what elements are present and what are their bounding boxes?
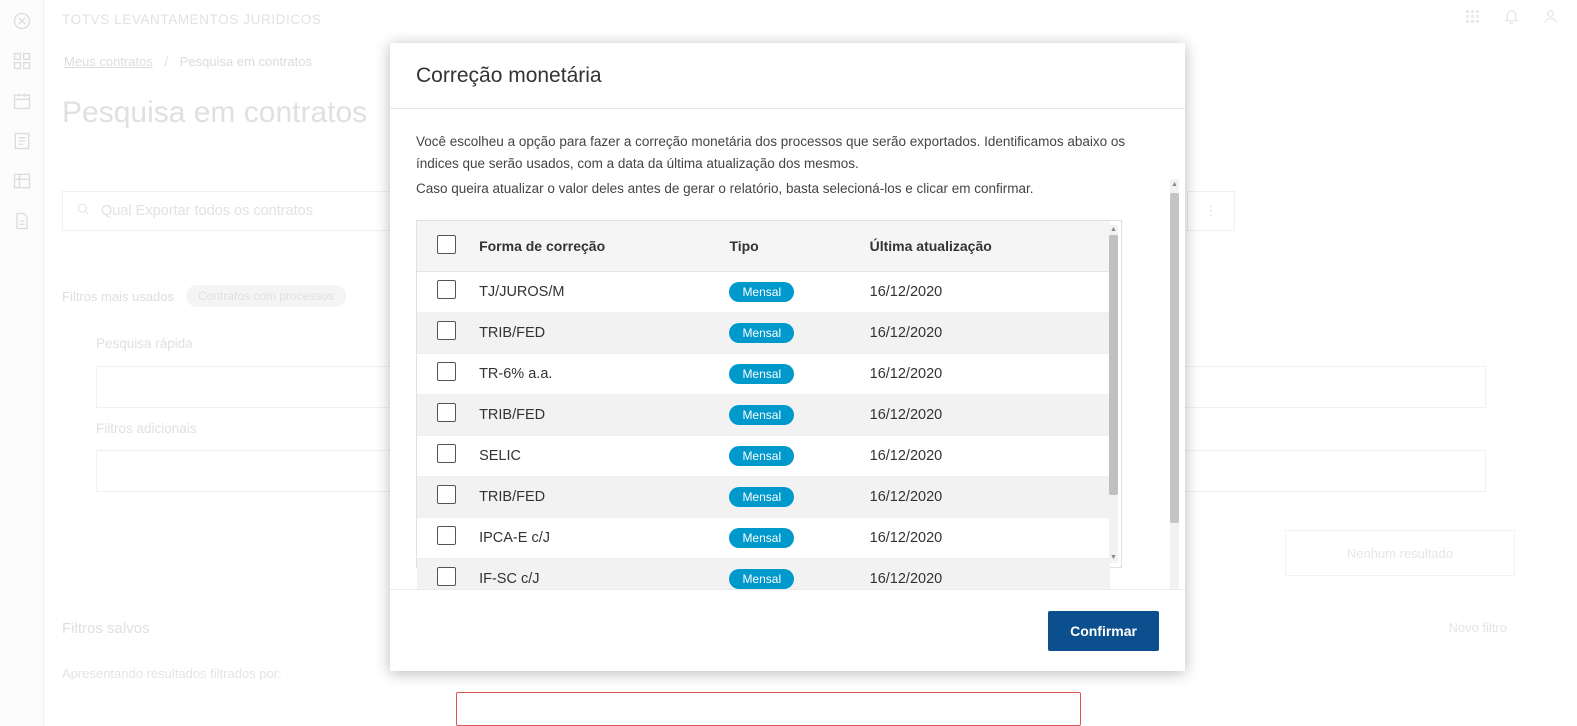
table-header-row: [417, 221, 1110, 272]
modal-description-line-2: Caso queira atualizar o valor deles antes de gerar o relatório, basta selecioná-los e clicar em confirmar.: [416, 180, 1034, 196]
correcao-monetaria-dialog: [390, 43, 1185, 671]
table-scroll-down-icon[interactable]: ▼: [1110, 554, 1117, 562]
row-forma-de-correcao: TR-6% a.a.: [479, 353, 729, 394]
breadcrumb-separator: /: [164, 54, 169, 69]
modal-scroll-thumb[interactable]: [1170, 193, 1179, 523]
row-checkbox[interactable]: [437, 444, 456, 463]
row-checkbox-cell[interactable]: [417, 394, 479, 435]
row-tipo-cell: [729, 353, 869, 394]
results-summary: Apresentando resultados filtrados por:: [62, 666, 282, 681]
row-ultima-atualizacao: 16/12/2020: [870, 435, 1110, 476]
indices-table: [417, 221, 1110, 600]
indices-table-container: [416, 220, 1122, 587]
row-checkbox[interactable]: [437, 403, 456, 422]
modal-title: Correção monetária: [416, 63, 602, 87]
row-checkbox[interactable]: [437, 485, 456, 504]
row-forma-de-correcao: SELIC: [479, 435, 729, 476]
row-forma-de-correcao: TRIB/FED: [479, 476, 729, 517]
row-checkbox-cell[interactable]: [417, 271, 479, 312]
column-forma-de-correcao: Forma de correção: [479, 221, 729, 272]
page-title: Pesquisa em contratos: [62, 96, 368, 129]
tipo-badge: Mensal: [729, 282, 794, 302]
saved-filters-title: Filtros salvos: [62, 620, 150, 637]
table-row[interactable]: [417, 435, 1110, 476]
breadcrumb-current: Pesquisa em contratos: [179, 54, 312, 69]
modal-scrollbar[interactable]: [1170, 179, 1179, 653]
table-row[interactable]: [417, 312, 1110, 353]
tipo-badge: Mensal: [729, 528, 794, 548]
modal-footer: [390, 589, 1185, 671]
row-tipo-cell: [729, 394, 869, 435]
row-forma-de-correcao: TRIB/FED: [479, 312, 729, 353]
row-checkbox[interactable]: [437, 321, 456, 340]
more-options-button[interactable]: ⋮: [1187, 191, 1235, 231]
modal-header: [390, 43, 1185, 109]
table-body: [417, 271, 1110, 599]
row-checkbox-cell[interactable]: [417, 517, 479, 558]
app-title: TOTVS LEVANTAMENTOS JURIDICOS: [62, 11, 322, 27]
row-forma-de-correcao: IF-SC c/J: [479, 558, 729, 599]
table-header: [417, 221, 1110, 272]
row-checkbox[interactable]: [437, 567, 456, 586]
row-ultima-atualizacao: 16/12/2020: [870, 353, 1110, 394]
modal-description: [416, 131, 1126, 200]
row-tipo-cell: [729, 271, 869, 312]
row-checkbox-cell[interactable]: [417, 353, 479, 394]
row-forma-de-correcao: TRIB/FED: [479, 394, 729, 435]
row-tipo-cell: [729, 517, 869, 558]
row-tipo-cell: [729, 312, 869, 353]
row-ultima-atualizacao: 16/12/2020: [870, 271, 1110, 312]
row-tipo-cell: [729, 435, 869, 476]
breadcrumb-root[interactable]: Meus contratos: [64, 54, 153, 69]
tipo-badge: Mensal: [729, 446, 794, 466]
table-row[interactable]: [417, 394, 1110, 435]
filter-chip-label: Contratos com processos: [197, 289, 335, 303]
row-ultima-atualizacao: 16/12/2020: [870, 558, 1110, 599]
modal-body: [390, 109, 1185, 589]
tipo-badge: Mensal: [729, 487, 794, 507]
quick-search-label: Pesquisa rápida: [96, 336, 193, 351]
column-tipo: Tipo: [729, 221, 869, 272]
tipo-badge: Mensal: [729, 405, 794, 425]
row-checkbox-cell[interactable]: [417, 476, 479, 517]
row-checkbox-cell[interactable]: [417, 312, 479, 353]
tipo-badge: Mensal: [729, 364, 794, 384]
empty-results-panel: Nenhum resultado: [1285, 530, 1515, 576]
row-ultima-atualizacao: 16/12/2020: [870, 312, 1110, 353]
table-scrollbar[interactable]: [1109, 225, 1118, 563]
filters-used-label: Filtros mais usados: [62, 288, 174, 304]
row-checkbox[interactable]: [437, 280, 456, 299]
search-placeholder: Qual Exportar todos os contratos: [101, 203, 313, 219]
row-forma-de-correcao: TJ/JUROS/M: [479, 271, 729, 312]
row-ultima-atualizacao: 16/12/2020: [870, 394, 1110, 435]
row-tipo-cell: [729, 476, 869, 517]
row-checkbox[interactable]: [437, 362, 456, 381]
confirm-button[interactable]: Confirmar: [1048, 611, 1159, 651]
table-row[interactable]: [417, 271, 1110, 312]
modal-description-line-1: Você escolheu a opção para fazer a correção monetária dos processos que serão exportados. Identificamos abaixo os índices que serão usados, com a data da última atualização dos mesmos.: [416, 134, 1126, 172]
additional-filters-label: Filtros adicionais: [96, 421, 197, 436]
table-row[interactable]: [417, 353, 1110, 394]
row-ultima-atualizacao: 16/12/2020: [870, 476, 1110, 517]
tipo-badge: Mensal: [729, 323, 794, 343]
table-row[interactable]: [417, 476, 1110, 517]
select-all-checkbox[interactable]: [437, 235, 456, 254]
error-input-field[interactable]: [456, 692, 1081, 726]
modal-scroll-up-icon[interactable]: ▲: [1171, 180, 1178, 188]
row-forma-de-correcao: IPCA-E c/J: [479, 517, 729, 558]
table-scroll-up-icon[interactable]: ▲: [1110, 226, 1117, 234]
row-ultima-atualizacao: 16/12/2020: [870, 517, 1110, 558]
saved-filters-action[interactable]: Novo filtro: [1448, 620, 1507, 635]
table-scroll-thumb[interactable]: [1109, 235, 1118, 495]
column-ultima-atualizacao: Última atualização: [870, 221, 1110, 272]
select-all-header: [417, 221, 479, 272]
table-row[interactable]: [417, 517, 1110, 558]
row-checkbox-cell[interactable]: [417, 435, 479, 476]
row-checkbox[interactable]: [437, 526, 456, 545]
tipo-badge: Mensal: [729, 569, 794, 589]
